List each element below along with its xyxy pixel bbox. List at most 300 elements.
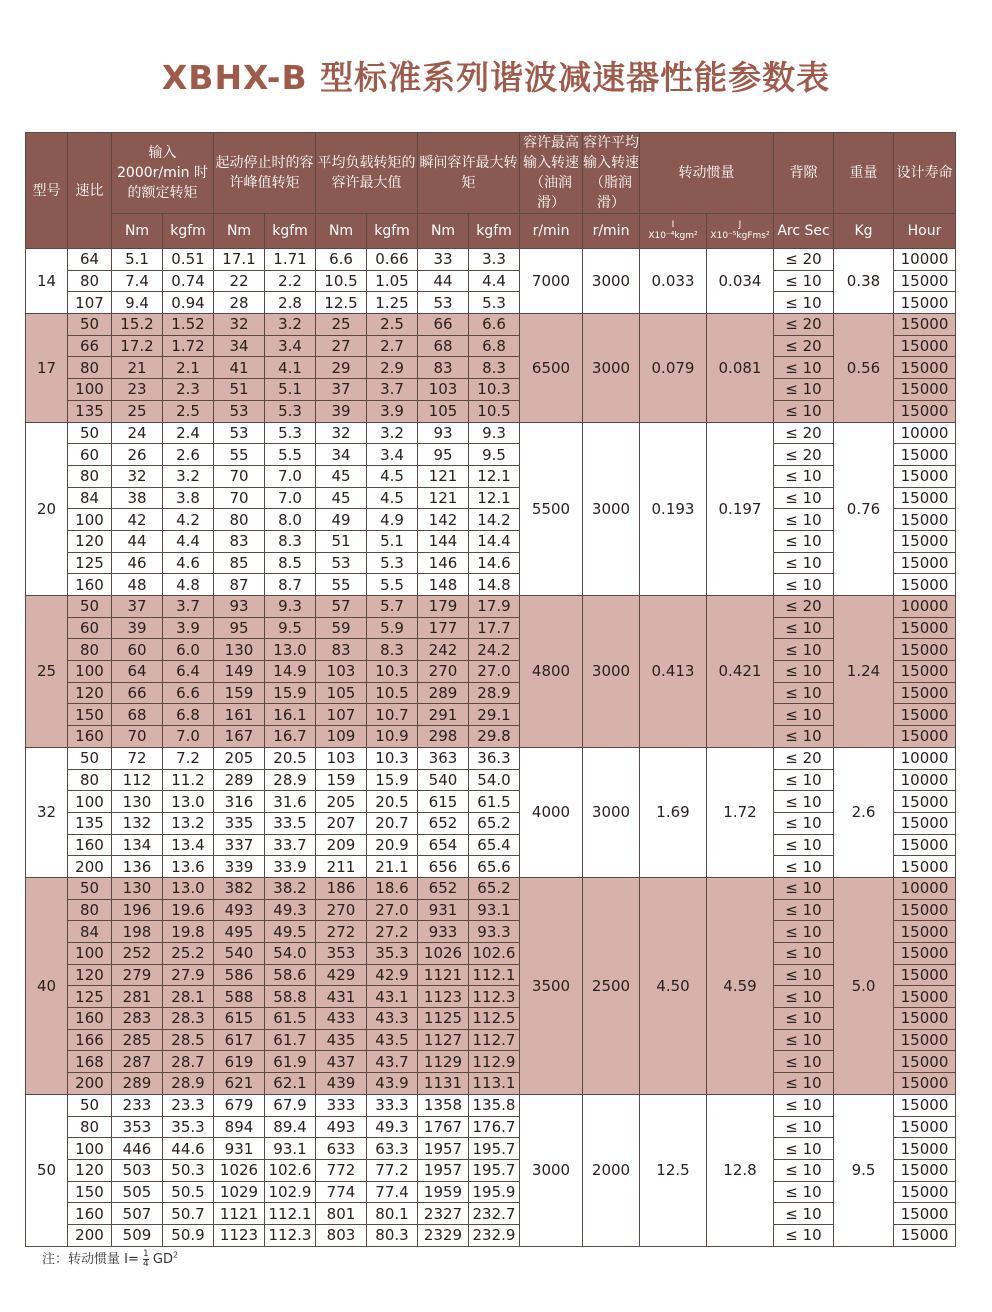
- cell-rated-kgfm: 6.4: [163, 661, 214, 683]
- cell-rated-kgfm: 2.6: [163, 444, 214, 466]
- table-row: [26, 682, 956, 704]
- cell-ratio: 80: [68, 639, 112, 661]
- cell-rated-kgfm: 7.0: [163, 726, 214, 748]
- cell-life: 15000: [894, 639, 956, 661]
- cell-peak-kgfm: 61.7: [265, 1029, 316, 1051]
- cell-peak-nm: 28: [214, 292, 265, 314]
- cell-model: 17: [26, 314, 68, 422]
- cell-rated-nm: 130: [112, 791, 163, 813]
- cell-backlash: ≤ 10: [774, 769, 834, 791]
- cell-momentary-nm: 68: [418, 335, 469, 357]
- cell-momentary-nm: 1125: [418, 1008, 469, 1030]
- table-row: [26, 812, 956, 834]
- cell-avg-speed: 3000: [583, 747, 640, 877]
- cell-life: 10000: [894, 249, 956, 271]
- cell-peak-kgfm: 5.1: [265, 379, 316, 401]
- cell-ratio: 50: [68, 596, 112, 618]
- cell-weight: 0.56: [834, 314, 894, 422]
- unit-inertia-j: [707, 214, 774, 249]
- cell-ratio: 160: [68, 834, 112, 856]
- cell-rated-kgfm: 2.3: [163, 379, 214, 401]
- cell-momentary-nm: 1121: [418, 964, 469, 986]
- cell-life: 15000: [894, 1224, 956, 1246]
- cell-life: 10000: [894, 596, 956, 618]
- table-row: [26, 1159, 956, 1181]
- header-momentary-torque: 瞬间容许最大转矩: [418, 133, 520, 214]
- cell-backlash: ≤ 10: [774, 1094, 834, 1116]
- cell-life: 15000: [894, 964, 956, 986]
- cell-peak-nm: 289: [214, 769, 265, 791]
- cell-rated-nm: 68: [112, 704, 163, 726]
- cell-ratio: 60: [68, 617, 112, 639]
- cell-inertia-i: 0.413: [640, 596, 707, 748]
- cell-life: 15000: [894, 834, 956, 856]
- unit-inertia-i-unit: X10⁻⁴kgm²: [648, 231, 698, 241]
- cell-life: 15000: [894, 704, 956, 726]
- cell-momentary-nm: 654: [418, 834, 469, 856]
- cell-peak-kgfm: 31.6: [265, 791, 316, 813]
- cell-rated-nm: 198: [112, 921, 163, 943]
- cell-peak-kgfm: 62.1: [265, 1073, 316, 1095]
- cell-momentary-kgfm: 112.9: [469, 1051, 520, 1073]
- cell-peak-kgfm: 16.1: [265, 704, 316, 726]
- cell-momentary-nm: 1767: [418, 1116, 469, 1138]
- table-row: [26, 1094, 956, 1116]
- cell-inertia-j: 1.72: [707, 747, 774, 877]
- cell-rated-kgfm: 2.1: [163, 357, 214, 379]
- cell-peak-kgfm: 8.7: [265, 574, 316, 596]
- cell-backlash: ≤ 10: [774, 943, 834, 965]
- cell-ratio: 50: [68, 747, 112, 769]
- cell-momentary-kgfm: 112.5: [469, 1008, 520, 1030]
- cell-peak-nm: 615: [214, 1008, 265, 1030]
- cell-peak-kgfm: 8.3: [265, 530, 316, 552]
- cell-momentary-kgfm: 93.1: [469, 899, 520, 921]
- cell-ratio: 80: [68, 270, 112, 292]
- cell-max-speed: 4000: [520, 747, 583, 877]
- cell-inertia-j: 0.081: [707, 314, 774, 422]
- cell-rated-kgfm: 4.6: [163, 552, 214, 574]
- cell-peak-kgfm: 28.9: [265, 769, 316, 791]
- cell-rated-nm: 112: [112, 769, 163, 791]
- cell-momentary-kgfm: 112.7: [469, 1029, 520, 1051]
- cell-model: 14: [26, 249, 68, 314]
- cell-momentary-kgfm: 8.3: [469, 357, 520, 379]
- cell-avg-kgfm: 10.3: [367, 747, 418, 769]
- cell-peak-kgfm: 15.9: [265, 682, 316, 704]
- cell-max-speed: 7000: [520, 249, 583, 314]
- cell-rated-nm: 9.4: [112, 292, 163, 314]
- cell-ratio: 84: [68, 921, 112, 943]
- cell-avg-nm: 53: [316, 552, 367, 574]
- table-row: [26, 400, 956, 422]
- cell-backlash: ≤ 20: [774, 249, 834, 271]
- cell-peak-nm: 80: [214, 509, 265, 531]
- cell-rated-kgfm: 13.2: [163, 812, 214, 834]
- footnote-denominator: 4: [143, 1259, 149, 1269]
- cell-max-speed: 3500: [520, 877, 583, 1094]
- table-row: [26, 877, 956, 899]
- cell-avg-kgfm: 42.9: [367, 964, 418, 986]
- cell-avg-nm: 45: [316, 465, 367, 487]
- cell-peak-nm: 53: [214, 422, 265, 444]
- table-header: [26, 133, 956, 249]
- cell-peak-kgfm: 102.6: [265, 1159, 316, 1181]
- cell-ratio: 80: [68, 769, 112, 791]
- cell-peak-kgfm: 49.5: [265, 921, 316, 943]
- cell-ratio: 107: [68, 292, 112, 314]
- cell-ratio: 50: [68, 314, 112, 336]
- cell-peak-kgfm: 16.7: [265, 726, 316, 748]
- cell-momentary-nm: 44: [418, 270, 469, 292]
- cell-backlash: ≤ 10: [774, 812, 834, 834]
- cell-backlash: ≤ 10: [774, 574, 834, 596]
- cell-avg-speed: 3000: [583, 422, 640, 596]
- cell-rated-nm: 509: [112, 1224, 163, 1246]
- cell-peak-nm: 894: [214, 1116, 265, 1138]
- cell-momentary-kgfm: 28.9: [469, 682, 520, 704]
- header-weight: 重量: [834, 133, 894, 214]
- cell-backlash: ≤ 10: [774, 357, 834, 379]
- cell-backlash: ≤ 10: [774, 465, 834, 487]
- table-row: [26, 249, 956, 271]
- header-rated-torque: 输入 2000r/min 时的额定转矩: [112, 133, 214, 214]
- cell-momentary-nm: 652: [418, 877, 469, 899]
- cell-avg-kgfm: 77.4: [367, 1181, 418, 1203]
- cell-life: 15000: [894, 487, 956, 509]
- cell-momentary-nm: 177: [418, 617, 469, 639]
- cell-rated-nm: 289: [112, 1073, 163, 1095]
- cell-backlash: ≤ 10: [774, 1159, 834, 1181]
- table-row: [26, 617, 956, 639]
- cell-inertia-j: 0.421: [707, 596, 774, 748]
- cell-backlash: ≤ 10: [774, 1116, 834, 1138]
- table-row: [26, 943, 956, 965]
- cell-inertia-j: 12.8: [707, 1094, 774, 1246]
- header-life: 设计寿命: [894, 133, 956, 214]
- cell-inertia-i: 0.193: [640, 422, 707, 596]
- cell-avg-speed: 3000: [583, 596, 640, 748]
- footnote-numerator: 1: [143, 1249, 149, 1259]
- cell-peak-kgfm: 7.0: [265, 465, 316, 487]
- cell-ratio: 80: [68, 899, 112, 921]
- cell-avg-kgfm: 3.9: [367, 400, 418, 422]
- cell-momentary-nm: 1123: [418, 986, 469, 1008]
- cell-avg-kgfm: 3.4: [367, 444, 418, 466]
- cell-rated-kgfm: 50.3: [163, 1159, 214, 1181]
- cell-avg-kgfm: 77.2: [367, 1159, 418, 1181]
- cell-life: 15000: [894, 1051, 956, 1073]
- cell-momentary-kgfm: 17.7: [469, 617, 520, 639]
- cell-peak-kgfm: 8.5: [265, 552, 316, 574]
- table-row: [26, 639, 956, 661]
- cell-momentary-kgfm: 36.3: [469, 747, 520, 769]
- cell-momentary-kgfm: 232.7: [469, 1203, 520, 1225]
- cell-life: 15000: [894, 986, 956, 1008]
- cell-rated-nm: 72: [112, 747, 163, 769]
- header-peak-torque: 起动停止时的容许峰值转矩: [214, 133, 316, 214]
- cell-life: 15000: [894, 1181, 956, 1203]
- cell-momentary-nm: 144: [418, 530, 469, 552]
- cell-life: 15000: [894, 617, 956, 639]
- model-group-40: [26, 877, 956, 1094]
- cell-peak-nm: 53: [214, 400, 265, 422]
- table-row: [26, 1116, 956, 1138]
- table-row: [26, 465, 956, 487]
- cell-momentary-kgfm: 29.8: [469, 726, 520, 748]
- table-row: [26, 530, 956, 552]
- cell-weight: 0.38: [834, 249, 894, 314]
- cell-peak-nm: 34: [214, 335, 265, 357]
- cell-ratio: 50: [68, 422, 112, 444]
- page-title: XBHX-B 型标准系列谐波减速器性能参数表: [161, 58, 831, 97]
- model-group-25: [26, 596, 956, 748]
- table-row: [26, 335, 956, 357]
- cell-peak-nm: 339: [214, 856, 265, 878]
- cell-rated-nm: 196: [112, 899, 163, 921]
- cell-avg-kgfm: 2.5: [367, 314, 418, 336]
- cell-peak-kgfm: 89.4: [265, 1116, 316, 1138]
- cell-avg-kgfm: 80.3: [367, 1224, 418, 1246]
- cell-peak-kgfm: 102.9: [265, 1181, 316, 1203]
- cell-momentary-nm: 933: [418, 921, 469, 943]
- cell-rated-nm: 132: [112, 812, 163, 834]
- cell-avg-nm: 205: [316, 791, 367, 813]
- cell-rated-kgfm: 2.5: [163, 400, 214, 422]
- cell-backlash: ≤ 10: [774, 899, 834, 921]
- cell-momentary-nm: 1129: [418, 1051, 469, 1073]
- cell-rated-kgfm: 28.3: [163, 1008, 214, 1030]
- footnote-prefix: 注：转动惯量 I=: [42, 1252, 139, 1267]
- cell-backlash: ≤ 10: [774, 726, 834, 748]
- cell-momentary-kgfm: 27.0: [469, 661, 520, 683]
- cell-life: 15000: [894, 379, 956, 401]
- cell-rated-nm: 505: [112, 1181, 163, 1203]
- cell-peak-nm: 87: [214, 574, 265, 596]
- cell-life: 15000: [894, 574, 956, 596]
- cell-avg-nm: 51: [316, 530, 367, 552]
- cell-ratio: 160: [68, 1203, 112, 1225]
- cell-rated-kgfm: 50.7: [163, 1203, 214, 1225]
- table-row: [26, 1008, 956, 1030]
- cell-ratio: 120: [68, 682, 112, 704]
- cell-avg-kgfm: 43.7: [367, 1051, 418, 1073]
- cell-momentary-kgfm: 61.5: [469, 791, 520, 813]
- cell-rated-nm: 136: [112, 856, 163, 878]
- cell-life: 15000: [894, 726, 956, 748]
- cell-max-speed: 4800: [520, 596, 583, 748]
- cell-life: 15000: [894, 1029, 956, 1051]
- cell-rated-kgfm: 6.8: [163, 704, 214, 726]
- cell-life: 15000: [894, 292, 956, 314]
- cell-peak-kgfm: 5.5: [265, 444, 316, 466]
- cell-momentary-kgfm: 24.2: [469, 639, 520, 661]
- header-avg-torque: 平均负载转矩的容许最大值: [316, 133, 418, 214]
- cell-backlash: ≤ 10: [774, 530, 834, 552]
- cell-rated-nm: 287: [112, 1051, 163, 1073]
- cell-peak-nm: 316: [214, 791, 265, 813]
- cell-momentary-nm: 242: [418, 639, 469, 661]
- cell-life: 15000: [894, 1159, 956, 1181]
- table-row: [26, 1073, 956, 1095]
- cell-rated-kgfm: 27.9: [163, 964, 214, 986]
- cell-momentary-kgfm: 9.5: [469, 444, 520, 466]
- cell-backlash: ≤ 20: [774, 422, 834, 444]
- cell-ratio: 160: [68, 726, 112, 748]
- cell-momentary-kgfm: 14.2: [469, 509, 520, 531]
- cell-ratio: 200: [68, 856, 112, 878]
- cell-avg-kgfm: 43.1: [367, 986, 418, 1008]
- cell-ratio: 84: [68, 487, 112, 509]
- cell-momentary-nm: 103: [418, 379, 469, 401]
- cell-avg-kgfm: 63.3: [367, 1138, 418, 1160]
- cell-backlash: ≤ 10: [774, 270, 834, 292]
- table-row: [26, 986, 956, 1008]
- cell-peak-nm: 1123: [214, 1224, 265, 1246]
- cell-rated-nm: 281: [112, 986, 163, 1008]
- cell-momentary-kgfm: 232.9: [469, 1224, 520, 1246]
- cell-backlash: ≤ 10: [774, 964, 834, 986]
- cell-momentary-nm: 540: [418, 769, 469, 791]
- cell-life: 15000: [894, 357, 956, 379]
- cell-peak-nm: 679: [214, 1094, 265, 1116]
- cell-life: 15000: [894, 552, 956, 574]
- cell-momentary-kgfm: 4.4: [469, 270, 520, 292]
- table-row: [26, 1029, 956, 1051]
- cell-backlash: ≤ 10: [774, 856, 834, 878]
- cell-momentary-nm: 2327: [418, 1203, 469, 1225]
- cell-avg-nm: 437: [316, 1051, 367, 1073]
- cell-ratio: 166: [68, 1029, 112, 1051]
- cell-life: 15000: [894, 899, 956, 921]
- header-max-speed: 容许最高输入转速（油润滑）: [520, 133, 583, 214]
- cell-peak-kgfm: 7.0: [265, 487, 316, 509]
- cell-rated-kgfm: 4.8: [163, 574, 214, 596]
- cell-peak-kgfm: 49.3: [265, 899, 316, 921]
- cell-ratio: 150: [68, 704, 112, 726]
- cell-ratio: 50: [68, 1094, 112, 1116]
- cell-ratio: 120: [68, 964, 112, 986]
- cell-momentary-kgfm: 65.6: [469, 856, 520, 878]
- cell-momentary-kgfm: 93.3: [469, 921, 520, 943]
- cell-peak-nm: 159: [214, 682, 265, 704]
- cell-backlash: ≤ 20: [774, 444, 834, 466]
- cell-peak-kgfm: 3.4: [265, 335, 316, 357]
- cell-ratio: 125: [68, 552, 112, 574]
- cell-momentary-nm: 146: [418, 552, 469, 574]
- cell-max-speed: 5500: [520, 422, 583, 596]
- cell-momentary-nm: 1131: [418, 1073, 469, 1095]
- cell-life: 15000: [894, 509, 956, 531]
- cell-avg-nm: 353: [316, 943, 367, 965]
- table-row: [26, 379, 956, 401]
- cell-peak-kgfm: 1.71: [265, 249, 316, 271]
- cell-rated-nm: 48: [112, 574, 163, 596]
- cell-avg-kgfm: 5.1: [367, 530, 418, 552]
- cell-backlash: ≤ 20: [774, 314, 834, 336]
- unit-hour: Hour: [894, 214, 956, 249]
- cell-life: 15000: [894, 465, 956, 487]
- unit-inertia-i: [640, 214, 707, 249]
- cell-peak-nm: 931: [214, 1138, 265, 1160]
- cell-momentary-nm: 121: [418, 465, 469, 487]
- cell-avg-kgfm: 10.7: [367, 704, 418, 726]
- cell-rated-kgfm: 28.1: [163, 986, 214, 1008]
- cell-backlash: ≤ 20: [774, 747, 834, 769]
- cell-ratio: 80: [68, 465, 112, 487]
- cell-weight: 1.24: [834, 596, 894, 748]
- cell-backlash: ≤ 10: [774, 791, 834, 813]
- cell-avg-nm: 25: [316, 314, 367, 336]
- cell-peak-kgfm: 61.5: [265, 1008, 316, 1030]
- table-row: [26, 1224, 956, 1246]
- unit-nm: Nm: [316, 214, 367, 249]
- cell-avg-nm: 55: [316, 574, 367, 596]
- cell-life: 10000: [894, 747, 956, 769]
- cell-avg-speed: 2000: [583, 1094, 640, 1246]
- cell-life: 15000: [894, 943, 956, 965]
- table-row: [26, 834, 956, 856]
- cell-rated-kgfm: 13.4: [163, 834, 214, 856]
- cell-life: 15000: [894, 1203, 956, 1225]
- cell-model: 32: [26, 747, 68, 877]
- cell-peak-nm: 1121: [214, 1203, 265, 1225]
- footnote-fraction: [143, 1250, 149, 1269]
- cell-peak-kgfm: 3.2: [265, 314, 316, 336]
- cell-avg-nm: 10.5: [316, 270, 367, 292]
- cell-peak-nm: 493: [214, 899, 265, 921]
- cell-peak-nm: 1029: [214, 1181, 265, 1203]
- unit-inertia-j-symbol: J: [738, 220, 742, 230]
- cell-peak-kgfm: 9.3: [265, 596, 316, 618]
- cell-momentary-kgfm: 14.4: [469, 530, 520, 552]
- table-row: [26, 704, 956, 726]
- cell-momentary-nm: 142: [418, 509, 469, 531]
- cell-backlash: ≤ 10: [774, 379, 834, 401]
- cell-backlash: ≤ 10: [774, 1181, 834, 1203]
- cell-backlash: ≤ 10: [774, 1138, 834, 1160]
- cell-rated-kgfm: 23.3: [163, 1094, 214, 1116]
- cell-avg-kgfm: 20.5: [367, 791, 418, 813]
- header-model: 型号: [26, 133, 68, 249]
- cell-rated-kgfm: 3.8: [163, 487, 214, 509]
- cell-momentary-kgfm: 5.3: [469, 292, 520, 314]
- table-row: [26, 661, 956, 683]
- cell-avg-nm: 801: [316, 1203, 367, 1225]
- cell-backlash: ≤ 20: [774, 596, 834, 618]
- unit-arcsec: Arc Sec: [774, 214, 834, 249]
- cell-ratio: 64: [68, 249, 112, 271]
- cell-avg-kgfm: 43.9: [367, 1073, 418, 1095]
- cell-peak-kgfm: 58.6: [265, 964, 316, 986]
- model-group-17: [26, 314, 956, 422]
- cell-ratio: 135: [68, 400, 112, 422]
- cell-rated-kgfm: 19.8: [163, 921, 214, 943]
- cell-avg-nm: 39: [316, 400, 367, 422]
- cell-backlash: ≤ 10: [774, 1203, 834, 1225]
- cell-momentary-nm: 2329: [418, 1224, 469, 1246]
- cell-life: 15000: [894, 682, 956, 704]
- header-backlash: 背隙: [774, 133, 834, 214]
- cell-inertia-i: 0.033: [640, 249, 707, 314]
- table-row: [26, 1203, 956, 1225]
- cell-backlash: ≤ 10: [774, 1073, 834, 1095]
- cell-avg-nm: 37: [316, 379, 367, 401]
- cell-ratio: 150: [68, 1181, 112, 1203]
- cell-rated-kgfm: 50.9: [163, 1224, 214, 1246]
- cell-momentary-kgfm: 65.2: [469, 812, 520, 834]
- unit-kgfm: kgfm: [265, 214, 316, 249]
